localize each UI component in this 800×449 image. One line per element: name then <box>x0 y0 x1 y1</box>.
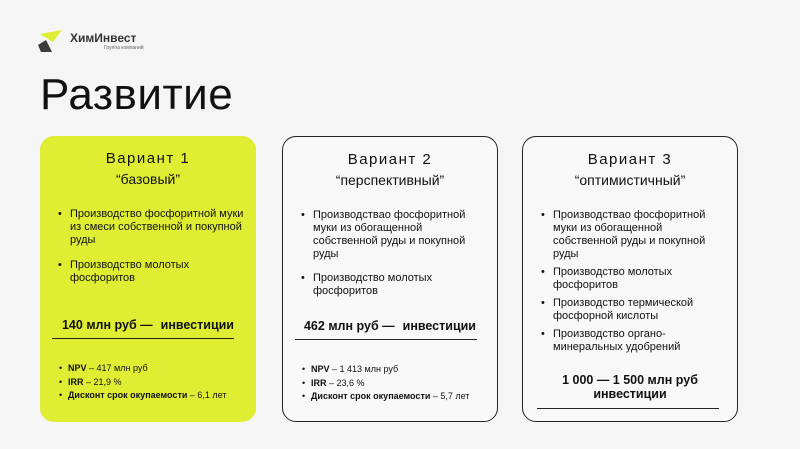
brand-logo-icon <box>38 30 64 52</box>
card-heading: Вариант 3 <box>587 151 673 168</box>
list-item: • Производство молотых фосфоритов <box>553 266 729 292</box>
metric-item <box>68 376 227 390</box>
metric-item <box>311 390 470 404</box>
metric-label: NPV <box>311 364 330 374</box>
card-items <box>70 208 248 285</box>
metric-value: – 1 413 млн руб <box>329 364 399 374</box>
card-items <box>313 209 489 298</box>
variant-card-3 <box>522 136 738 422</box>
metrics-list <box>68 362 227 403</box>
metric-label: IRR <box>311 377 327 388</box>
divider <box>537 408 719 409</box>
metric-item <box>68 362 227 376</box>
metric-value: – 21,9 % <box>83 376 122 387</box>
list-item: • Производстваo фосфоритной муки из обогащенной собственной руды и покупной руды <box>313 209 489 261</box>
brand-name: ХимИнвест <box>70 30 137 45</box>
card-heading: Вариант 1 <box>105 150 191 167</box>
card-subtitle: “базовый” <box>115 171 181 187</box>
card-subtitle: “оптимистичный” <box>574 172 686 188</box>
investment-amount: 140 млн руб — <box>61 318 153 332</box>
metric-label: NPV <box>68 363 87 373</box>
metric-item <box>311 363 470 377</box>
list-item: • Производство термической фосфорной кислоты <box>553 297 729 323</box>
metric-label: Дисконт срок окупаемости <box>68 390 188 400</box>
divider <box>52 338 234 339</box>
card-subtitle: “перспективный” <box>335 172 445 188</box>
metric-label: Дисконт срок окупаемости <box>311 391 431 401</box>
brand-tagline: Группа компаний <box>104 44 144 51</box>
metric-value: – 5,7 лет <box>430 391 470 401</box>
metric-label: IRR <box>68 376 84 387</box>
list-item: • Производство молотых фосфоритов <box>313 272 489 298</box>
investment-amount: 1 000 — 1 500 млн руб <box>562 373 698 387</box>
list-item: • Производство молотых фосфоритов <box>70 259 248 285</box>
variant-card-1 <box>40 136 256 422</box>
brand-logo <box>38 30 144 52</box>
card-items <box>553 209 729 359</box>
metric-value: – 23,6 % <box>326 377 365 388</box>
metric-value: – 6,1 лет <box>187 390 227 400</box>
investment-line <box>283 319 497 333</box>
divider <box>295 339 477 340</box>
list-item: • Производстваo фосфоритной муки из обогащенной собственной руды и покупной руды <box>553 209 729 261</box>
metric-value: – 417 млн руб <box>86 363 148 373</box>
investment-word: инвестиции <box>160 318 234 332</box>
list-item: • Производство органо-минеральных удобрений <box>553 328 729 354</box>
page-title: Развитие <box>40 70 234 119</box>
variant-card-2 <box>282 136 498 422</box>
metric-item <box>311 377 470 391</box>
investment-word: инвестиции <box>402 319 476 333</box>
investment-line <box>40 318 256 332</box>
investment-amount: 462 млн руб — <box>303 319 395 333</box>
investment-line <box>523 373 737 401</box>
investment-word: инвестиции <box>593 387 667 401</box>
metric-item <box>68 389 227 403</box>
card-heading: Вариант 2 <box>347 151 433 168</box>
list-item: • Производство фосфоритной муки из смеси собственной и покупной руды <box>70 208 248 247</box>
metrics-list <box>311 363 470 404</box>
